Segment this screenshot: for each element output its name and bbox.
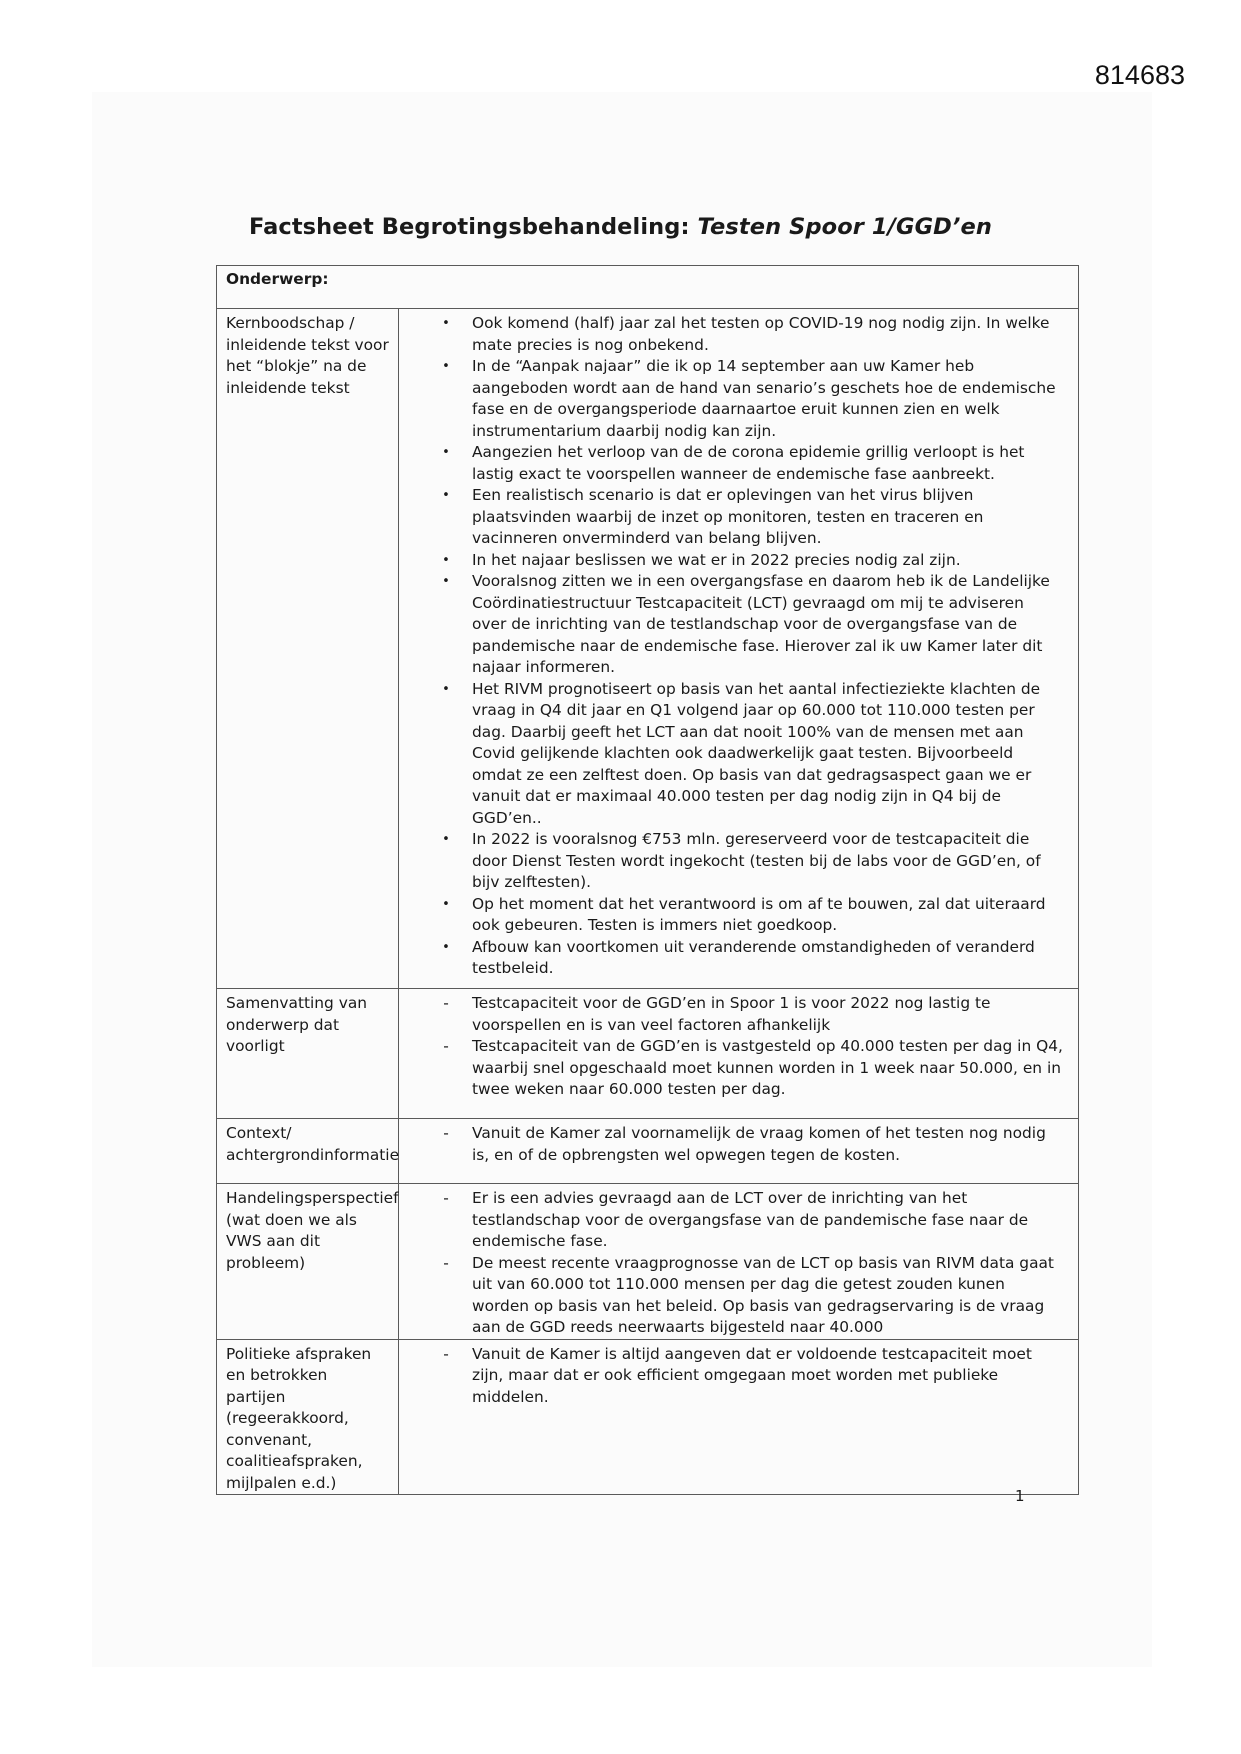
list-item-text: Een realistisch scenario is dat er oplevingen van het virus blijven plaatsvinden waarbij de inzet op monitoren, testen en traceren en vacinneren onverminderd van belang blijven. (472, 486, 984, 547)
document-number: 814683 (1094, 60, 1185, 90)
row-handelingsperspectief (217, 1184, 1079, 1340)
row-label: Politieke afspraken en betrokken partijen (regeerakkoord, convenant, coalitieafspraken, mijlpalen e.d.) (217, 1339, 399, 1495)
list-item (408, 485, 1063, 550)
subject-label: Onderwerp: (217, 266, 1079, 309)
list-item (408, 937, 1063, 980)
list-item-text: Het RIVM prognotiseert op basis van het aantal infectieziekte klachten de vraag in Q4 dit jaar en Q1 volgend jaar op 60.000 tot 110.000 testen per dag. Daarbij geeft het LCT aan dat nooit 100% van de mensen met aan Covid gelijkende klachten ook daadwerkelijk gaat testen. Bijvoorbeeld omdat ze een zelftest doen. Op basis van dat gedragsaspect gaan we er vanuit dat er maximaal 40.000 testen per dag nodig zijn in Q4 bij de GGD’en.. (472, 679, 1041, 827)
list-marker: - (443, 1344, 449, 1363)
list-marker: - (443, 994, 449, 1012)
list-marker: • (442, 488, 450, 503)
list-item-text: Vanuit de Kamer is altijd aangeven dat er voldoende testcapaciteit moet zijn, maar dat er ook efficient omgegaan moet worden met publieke middelen. (472, 1344, 1032, 1406)
list-marker: • (442, 574, 450, 589)
dash-list (408, 1344, 1069, 1409)
dash-list (408, 1123, 1069, 1166)
list-item-text: In 2022 is vooralsnog €753 mln. gereserveerd voor de testcapaciteit die door Dienst Testen wordt ingekocht (testen bij de labs voor de GGD’en, of bijv zelftesten). (472, 830, 1041, 891)
dash-list (408, 993, 1069, 1101)
bullet-list (408, 313, 1069, 980)
list-item (408, 1123, 1063, 1166)
page-number: 1 (1015, 1487, 1025, 1505)
list-item-text: Aangezien het verloop van de de corona epidemie grillig verloopt is het lastig exact te voorspellen wanneer de endemische fase aanbreekt. (472, 443, 1025, 483)
list-marker: • (442, 445, 450, 460)
factsheet-table (216, 265, 1079, 1495)
row-context (217, 1119, 1079, 1184)
list-marker: • (442, 939, 450, 955)
list-item (408, 894, 1063, 937)
list-item (408, 550, 1063, 572)
list-marker: • (442, 681, 450, 697)
list-item (408, 1188, 1063, 1253)
list-item (408, 356, 1063, 442)
list-marker: - (443, 1253, 449, 1272)
row-label: Kernboodschap / inleidende tekst voor het “blokje” na de inleidende tekst (217, 309, 399, 989)
row-label: Handelingsperspectief (wat doen we als VWS aan dit probleem) (217, 1184, 399, 1340)
row-label: Samenvatting van onderwerp dat voorligt (217, 989, 399, 1119)
list-item (408, 679, 1063, 830)
list-item-text: Afbouw kan voortkomen uit veranderende omstandigheden of veranderd testbeleid. (472, 937, 1035, 977)
list-marker: - (443, 1189, 449, 1207)
list-item-text: Vanuit de Kamer zal voornamelijk de vraag komen of het testen nog nodig is, en of de opbrengsten wel opwegen tegen de kosten. (472, 1124, 1046, 1164)
subject-row (217, 266, 1079, 309)
list-item-text: Vooralsnog zitten we in een overgangsfase en daarom heb ik de Landelijke Coördinatiestructuur Testcapaciteit (LCT) gevraagd om mij te adviseren over de inrichting van de testlandschap voor de overgangsfase van de pandemische naar de endemische fase. Hierover zal ik uw Kamer later dit najaar informeren. (472, 572, 1050, 676)
row-content (399, 1119, 1079, 1184)
list-item-text: Testcapaciteit voor de GGD’en in Spoor 1 is voor 2022 nog lastig te voorspellen en is van veel factoren afhankelijk (472, 994, 991, 1034)
list-marker: • (442, 896, 450, 912)
list-item (408, 571, 1063, 679)
list-item-text: Er is een advies gevraagd aan de LCT over de inrichting van het testlandschap voor de overgangsfase van de pandemische fase naar de endemische fase. (472, 1189, 1029, 1250)
list-item-text: Testcapaciteit van de GGD’en is vastgesteld op 40.000 testen per dag in Q4, waarbij snel opgeschaald moet kunnen worden in 1 week naar 50.000, en in twee weken naar 60.000 testen per dag. (472, 1037, 1063, 1098)
list-item (408, 442, 1063, 485)
dash-list (408, 1188, 1069, 1339)
list-item-text: De meest recente vraagprognosse van de LCT op basis van RIVM data gaat uit van 60.000 tot 110.000 mensen per dag die getest zouden kunen worden op basis van het beleid. Op basis van gedragservaring is de vraag aan de GGD reeds neerwaarts bijgesteld naar 40.000 (472, 1253, 1054, 1336)
list-marker: • (442, 552, 450, 568)
row-samenvatting (217, 989, 1079, 1119)
list-item (408, 1253, 1063, 1339)
title-prefix: Factsheet Begrotingsbehandeling: (248, 214, 698, 240)
list-item (408, 829, 1063, 894)
row-label: Context/ achtergrondinformatie (217, 1119, 399, 1184)
list-marker: • (442, 359, 450, 374)
list-item-text: In het najaar beslissen we wat er in 2022 precies nodig zal zijn. (472, 550, 961, 569)
list-item (408, 1344, 1063, 1409)
list-item (408, 313, 1063, 356)
row-kernboodschap (217, 309, 1079, 989)
list-item-text: Op het moment dat het verantwoord is om af te bouwen, zal dat uiteraard ook gebeuren. Testen is immers niet goedkoop. (472, 894, 1046, 934)
row-content (399, 1184, 1079, 1340)
document-title (0, 214, 1241, 240)
list-marker: - (443, 1124, 449, 1142)
list-marker: - (443, 1037, 449, 1055)
row-politieke-afspraken (217, 1339, 1079, 1495)
row-content (399, 1339, 1079, 1495)
list-item (408, 1036, 1063, 1101)
list-marker: • (442, 832, 450, 847)
list-item-text: Ook komend (half) jaar zal het testen op COVID-19 nog nodig zijn. In welke mate precies is nog onbekend. (472, 314, 1050, 354)
list-item-text: In de “Aanpak najaar” die ik op 14 september aan uw Kamer heb aangeboden wordt aan de hand van senario’s geschets hoe de endemische fase en de overgangsperiode daarnaartoe eruit kunnen zien en welk instrumentarium daarbij nodig kan zijn. (472, 357, 1056, 440)
row-content (399, 989, 1079, 1119)
title-emphasis: Testen Spoor 1/GGD’en (697, 214, 993, 240)
row-content (399, 309, 1079, 989)
list-item (408, 993, 1063, 1036)
list-marker: • (442, 316, 450, 331)
